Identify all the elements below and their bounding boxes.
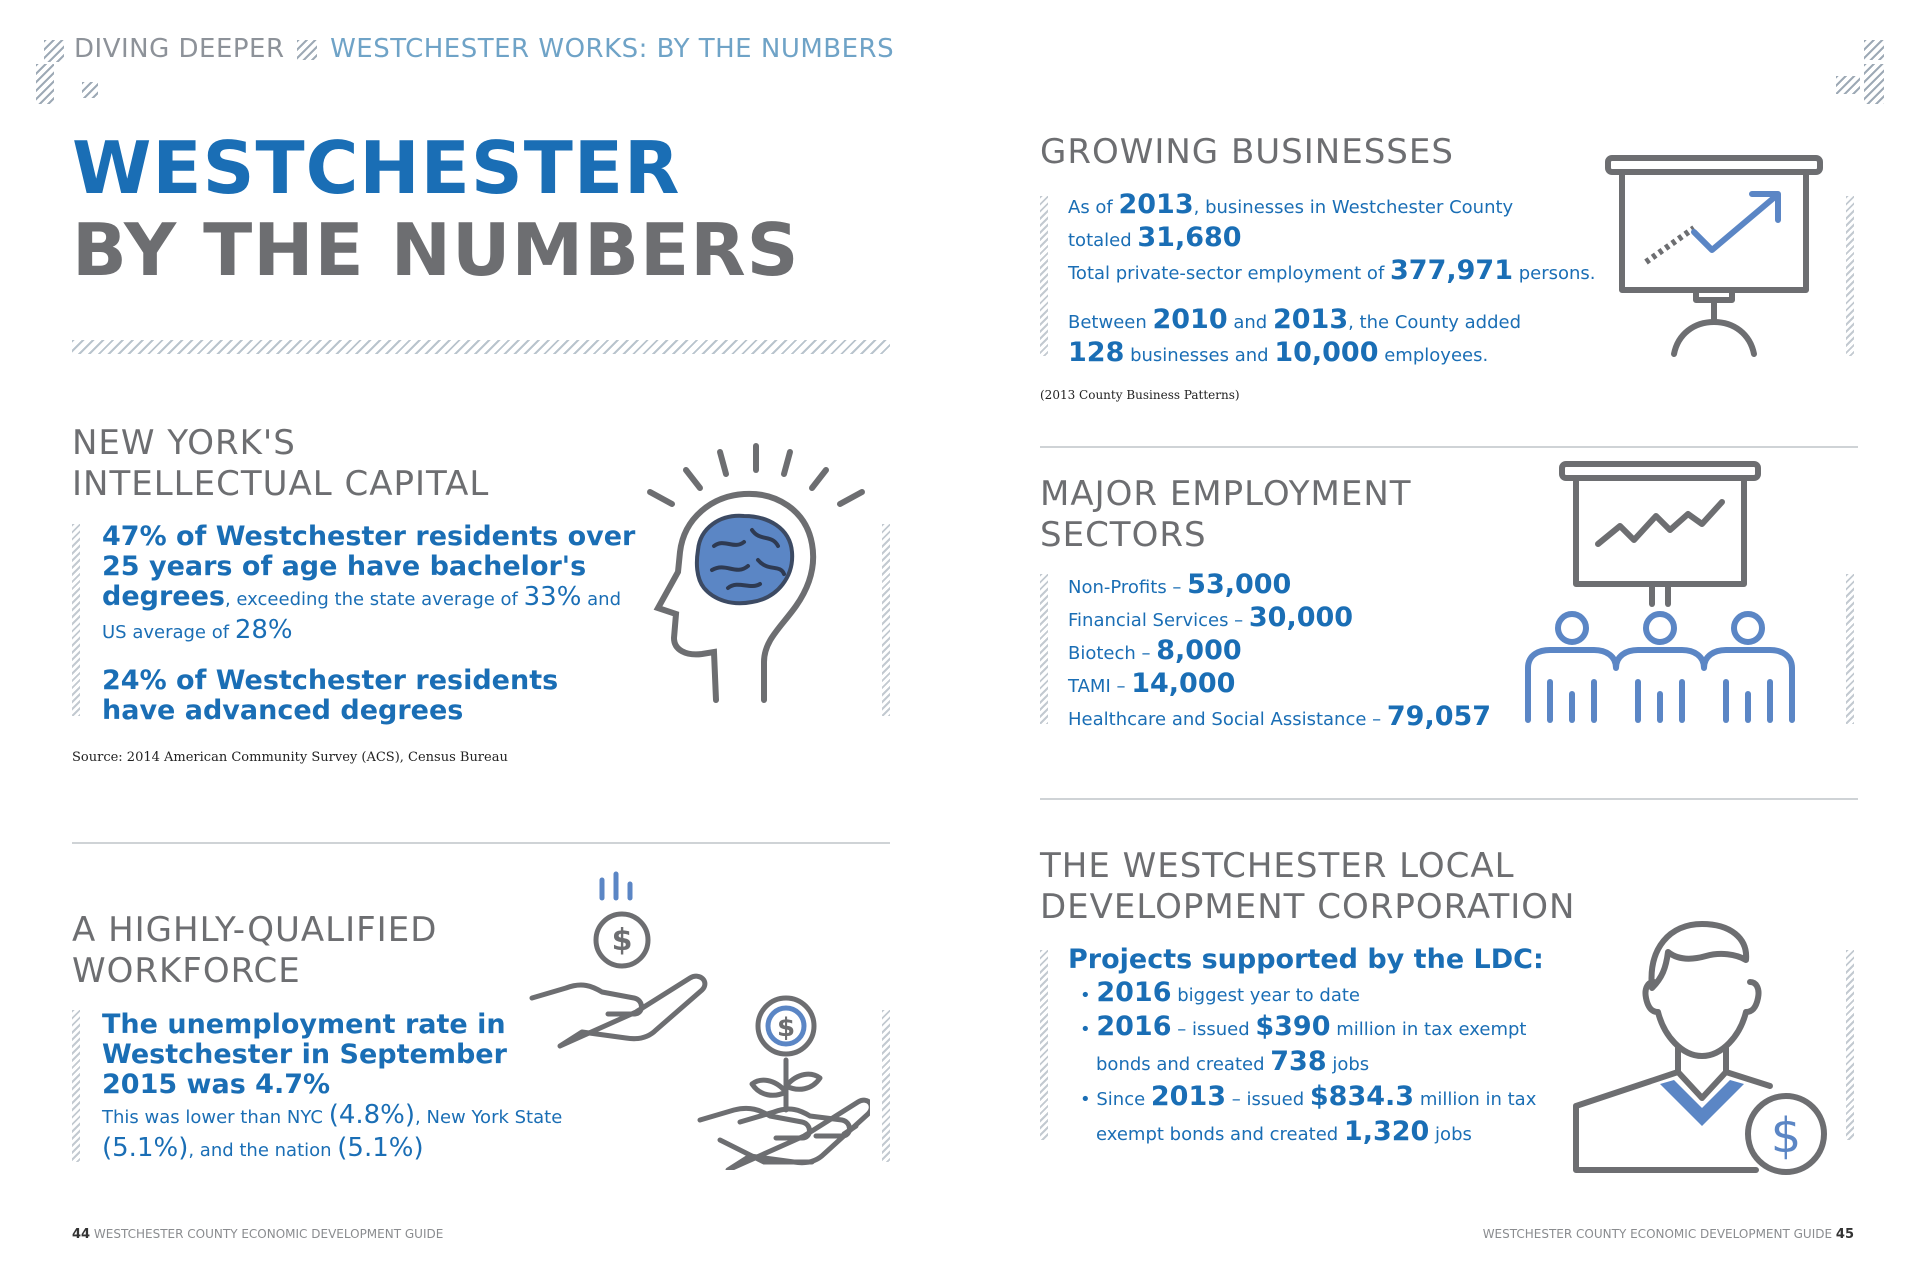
ldc-title-line1: THE WESTCHESTER LOCAL	[1040, 846, 1515, 886]
ldc-b3-e: jobs	[1429, 1124, 1472, 1145]
ic-us-average: 28%	[234, 615, 293, 645]
ldc-b3-amount: $834.3	[1309, 1081, 1415, 1112]
gb-year1: 2013	[1118, 189, 1194, 220]
gb-left-bracket	[1040, 196, 1048, 356]
sector-value: 53,000	[1187, 569, 1292, 600]
ldc-title	[1040, 846, 1575, 928]
intellectual-capital-stats	[102, 522, 635, 726]
gb-l1a: As of	[1068, 197, 1119, 218]
ic-stat2-line1: 24% of Westchester residents	[102, 665, 559, 696]
head-brain-icon	[640, 430, 880, 710]
ldc-subtitle: Projects supported by the LDC:	[1068, 944, 1544, 975]
intellectual-capital-title-line1: NEW YORK'S	[72, 423, 296, 463]
ic-stat1-state-text: , exceeding the state average of	[224, 589, 524, 610]
page-number-right: 45	[1835, 1227, 1854, 1242]
breadcrumb-subsection: WESTCHESTER WORKS: BY THE NUMBERS	[330, 34, 895, 64]
intellectual-capital-title-line2: INTELLECTUAL CAPITAL	[72, 464, 490, 504]
sector-label: TAMI –	[1068, 676, 1132, 697]
ldc-stats	[1068, 942, 1544, 1151]
svg-text:$: $	[776, 1013, 796, 1043]
ldc-b1-year: 2016	[1096, 977, 1172, 1008]
gb-l4c: , the County added	[1348, 312, 1522, 333]
gb-l5a: businesses and	[1124, 345, 1275, 366]
ic-right-bracket	[882, 524, 890, 716]
sectors-divider	[1040, 798, 1858, 800]
ldc-b2-year: 2016	[1096, 1011, 1172, 1042]
wf-right-bracket	[882, 1010, 890, 1162]
ic-stat2-line2: have advanced degrees	[102, 695, 464, 726]
ldc-b3-year: 2013	[1150, 1081, 1227, 1112]
gb-l5b: employees.	[1378, 345, 1489, 366]
ldc-b2-a: – issued	[1171, 1019, 1256, 1040]
wf-nyc-rate: (4.8%)	[328, 1100, 416, 1130]
header-hatch-right-3	[1864, 64, 1884, 104]
ldc-bullet: •	[1080, 1089, 1091, 1110]
gb-divider	[1040, 446, 1858, 448]
gb-l3b: persons.	[1513, 263, 1596, 284]
sector-item	[1068, 669, 1491, 702]
gb-year-to: 2013	[1272, 304, 1349, 335]
gb-businesses-total: 31,680	[1137, 222, 1242, 253]
gb-added-businesses: 128	[1068, 337, 1125, 368]
sec-right-bracket	[1846, 574, 1854, 724]
sector-item	[1068, 603, 1491, 636]
ldc-b3-d: exempt bonds and created	[1096, 1124, 1344, 1145]
page-number-left: 44	[72, 1227, 91, 1242]
ldc-b2-d: jobs	[1326, 1054, 1370, 1075]
sectors-title	[1040, 474, 1412, 556]
ldc-title-line2: DEVELOPMENT CORPORATION	[1040, 887, 1576, 927]
footer-right-text: WESTCHESTER COUNTY ECONOMIC DEVELOPMENT GUIDE	[1482, 1227, 1833, 1241]
wf-compare-a: This was lower than NYC	[102, 1107, 329, 1128]
breadcrumb-separator	[297, 40, 317, 60]
ic-state-average: 33%	[523, 582, 582, 612]
wf-stat-line3: 2015 was 4.7%	[102, 1069, 331, 1100]
svg-text:$: $	[1770, 1108, 1802, 1164]
ic-divider	[72, 842, 890, 844]
ldc-b2-amount: $390	[1255, 1011, 1331, 1042]
wf-stat-line1: The unemployment rate in	[102, 1009, 506, 1040]
gb-l2a: totaled	[1068, 230, 1138, 251]
header-breadcrumb	[74, 34, 894, 64]
wf-nation-rate: (5.1%)	[337, 1133, 424, 1163]
wf-compare-b: , New York State	[415, 1107, 563, 1128]
ic-source: Source: 2014 American Community Survey (ACS), Census Bureau	[72, 750, 508, 765]
ic-left-bracket	[72, 524, 80, 716]
sector-label: Non-Profits –	[1068, 577, 1188, 598]
breadcrumb-section: DIVING DEEPER	[74, 34, 285, 64]
ldc-b2-c: bonds and created	[1096, 1054, 1271, 1075]
gb-l3a: Total private-sector employment of	[1068, 263, 1391, 284]
ldc-left-bracket	[1040, 950, 1048, 1140]
gb-l4b: and	[1227, 312, 1273, 333]
growing-stats	[1068, 190, 1596, 371]
workforce-stats	[102, 1010, 562, 1166]
wf-stat-line2: Westchester in September	[102, 1039, 507, 1070]
workforce-title	[72, 910, 437, 992]
sec-left-bracket	[1040, 574, 1048, 724]
hand-coin-plant-icon	[520, 870, 870, 1170]
sector-value: 79,057	[1386, 701, 1492, 732]
sectors-title-line1: MAJOR EMPLOYMENT	[1040, 474, 1412, 514]
gb-added-employees: 10,000	[1274, 337, 1379, 368]
page-title-line2: BY THE NUMBERS	[72, 208, 800, 292]
gb-source: (2013 County Business Patterns)	[1040, 388, 1240, 402]
footer-left-text: WESTCHESTER COUNTY ECONOMIC DEVELOPMENT GUIDE	[93, 1227, 444, 1241]
gb-l4a: Between	[1068, 312, 1153, 333]
gb-l1b: , businesses in Westchester County	[1193, 197, 1514, 218]
sector-label: Biotech –	[1068, 643, 1157, 664]
gb-employment: 377,971	[1390, 255, 1513, 286]
page-title-line1: WESTCHESTER	[72, 126, 681, 210]
sectors-list	[1068, 570, 1491, 735]
ic-stat1-line1: 47% of Westchester residents over	[102, 521, 636, 552]
workforce-title-line2: WORKFORCE	[72, 951, 301, 991]
ldc-bullet: •	[1080, 1019, 1091, 1040]
person-dollar-icon	[1570, 908, 1840, 1180]
sector-label: Financial Services –	[1068, 610, 1249, 631]
workforce-title-line1: A HIGHLY-QUALIFIED	[72, 910, 438, 950]
ldc-b3-b: – issued	[1226, 1089, 1310, 1110]
ic-stat1-line2: 25 years of age have bachelor's	[102, 551, 587, 582]
ldc-b1-text: biggest year to date	[1171, 985, 1361, 1006]
ldc-b2-jobs: 738	[1270, 1046, 1327, 1077]
sector-item	[1068, 702, 1491, 735]
ldc-b3-jobs: 1,320	[1343, 1116, 1430, 1147]
header-hatch-right	[1864, 40, 1884, 60]
sector-value: 30,000	[1248, 602, 1354, 633]
sector-item	[1068, 570, 1491, 603]
ic-us-text: US average of	[102, 622, 235, 643]
wf-left-bracket	[72, 1010, 80, 1162]
gb-year-from: 2010	[1152, 304, 1228, 335]
wf-compare-c: , and the nation	[188, 1140, 338, 1161]
footer-right	[1483, 1227, 1854, 1242]
sector-item	[1068, 636, 1491, 669]
ldc-b2-b: million in tax exempt	[1330, 1019, 1527, 1040]
header-hatch-left	[44, 40, 64, 62]
ldc-right-bracket	[1846, 950, 1854, 1140]
sector-value: 8,000	[1156, 635, 1242, 666]
gb-right-bracket	[1846, 196, 1854, 356]
ldc-b3-a: Since	[1096, 1089, 1151, 1110]
title-divider	[72, 340, 890, 354]
header-hatch-left-3	[82, 82, 98, 98]
presentation-board-growth-icon	[1600, 150, 1830, 360]
presentation-audience-icon	[1520, 458, 1800, 728]
growing-title: GROWING BUSINESSES	[1040, 132, 1454, 172]
sector-value: 14,000	[1131, 668, 1236, 699]
ic-and: and	[581, 589, 622, 610]
header-hatch-left-2	[36, 64, 54, 104]
ic-stat1-degrees: degrees	[102, 581, 225, 612]
footer-left	[72, 1227, 443, 1242]
header-hatch-right-2	[1836, 76, 1860, 94]
intellectual-capital-title	[72, 423, 489, 505]
sector-label: Healthcare and Social Assistance –	[1068, 709, 1387, 730]
svg-text:$: $	[611, 923, 633, 958]
wf-nys-rate: (5.1%)	[102, 1133, 189, 1163]
ldc-b3-c: million in tax	[1414, 1089, 1537, 1110]
ldc-bullet: •	[1080, 985, 1091, 1006]
page-title	[72, 128, 800, 292]
sectors-title-line2: SECTORS	[1040, 515, 1207, 555]
